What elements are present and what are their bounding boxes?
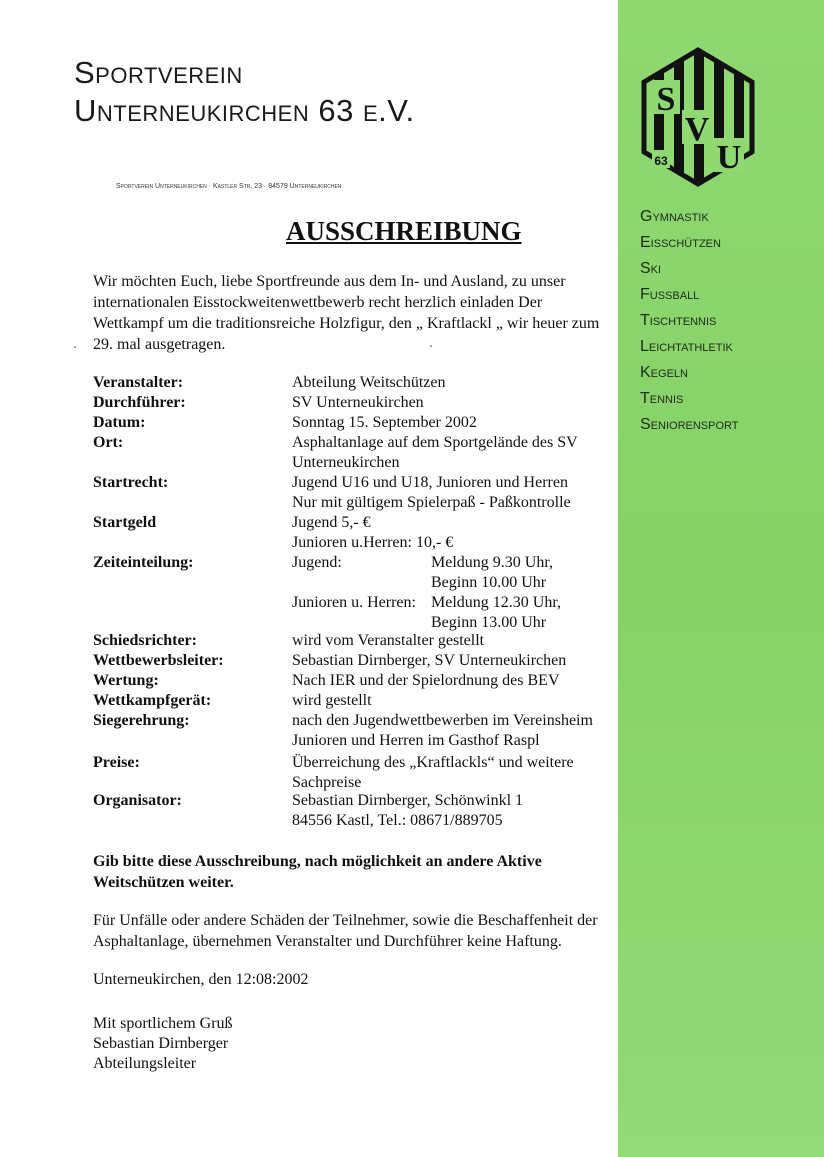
detail-label: Organisator:	[93, 792, 182, 809]
detail-label: Wettkampfgerät:	[93, 692, 212, 709]
crest-letter-s: S	[656, 81, 676, 118]
notice-paragraph: Gib bitte diese Ausschreibung, nach möglichkeit an andere Aktive Weitschützen weiter.	[93, 853, 542, 891]
closing-signature	[93, 1014, 233, 1074]
organization-name-line1: Sportverein	[74, 55, 243, 90]
detail-label: Durchführer:	[93, 394, 186, 411]
detail-value: Abteilung Weitschützen	[292, 374, 446, 391]
signer-name: Sebastian Dirnberger	[93, 1035, 229, 1052]
intro-paragraph: Wir möchten Euch, liebe Sportfreunde aus dem In- und Ausland, zu unser internationalen Eisstockweitenwettbewerb recht herzlich einladen Der Wettkampf um die traditionsreiche Holzfigur, den „ Kraftlackl „ wir heuer zum 29. mal ausgetragen.	[93, 273, 600, 353]
department-item: Kegeln	[640, 364, 688, 381]
detail-value: Junioren u. Herren:	[292, 594, 416, 611]
closing-greeting: Mit sportlichem Gruß	[93, 1015, 233, 1032]
department-list	[640, 204, 738, 438]
detail-value: Sachpreise	[292, 774, 362, 791]
detail-label: Startgeld	[93, 514, 157, 531]
detail-value: Sebastian Dirnberger, SV Unterneukirchen	[292, 652, 567, 669]
department-item: Gymnastik	[640, 208, 709, 225]
detail-label: Startrecht:	[93, 474, 169, 491]
scan-speck	[74, 346, 76, 348]
detail-value: Meldung 9.30 Uhr,	[431, 554, 554, 571]
detail-label: Wertung:	[93, 672, 159, 689]
detail-value: SV Unterneukirchen	[292, 394, 424, 411]
department-item: Tischtennis	[640, 312, 717, 329]
department-item: Ski	[640, 260, 662, 277]
detail-value: wird vom Veranstalter gestellt	[292, 632, 485, 649]
detail-value: Junioren und Herren im Gasthof Raspl	[292, 732, 540, 749]
dateline: Unterneukirchen, den 12:08:2002	[93, 971, 309, 988]
detail-label: Veranstalter:	[93, 374, 184, 391]
detail-value: nach den Jugendwettbewerben im Vereinsheim	[292, 712, 593, 729]
detail-value: wird gestellt	[292, 692, 372, 709]
detail-value: Sebastian Dirnberger, Schönwinkl 1	[292, 792, 524, 809]
document-title: AUSSCHREIBUNG	[286, 216, 522, 246]
department-item: Fussball	[640, 286, 700, 303]
detail-label: Zeiteinteilung:	[93, 554, 194, 571]
sender-address: Sportverein Unterneukirchen · Kastler Str. 23 · 84579 Unterneukirchen	[116, 183, 342, 190]
club-crest-icon	[638, 46, 758, 188]
detail-value: Nach IER und der Spielordnung des BEV	[292, 672, 560, 689]
detail-label: Ort:	[93, 434, 124, 451]
organization-name	[74, 54, 415, 130]
signer-role: Abteilungsleiter	[93, 1055, 197, 1072]
detail-value: Beginn 13.00 Uhr	[431, 614, 547, 631]
detail-value: Meldung 12.30 Uhr,	[431, 594, 562, 611]
detail-value: Überreichung des „Kraftlackls“ und weitere	[292, 754, 574, 771]
detail-value: 84556 Kastl, Tel.: 08671/889705	[292, 812, 503, 829]
department-item: Seniorensport	[640, 416, 739, 433]
department-item: Eisschützen	[640, 234, 721, 251]
detail-label: Preise:	[93, 754, 140, 771]
detail-value: Junioren u.Herren: 10,- €	[292, 534, 454, 551]
detail-value: Asphaltanlage auf dem Sportgelände des SV	[292, 434, 578, 451]
department-item: Tennis	[640, 390, 684, 407]
detail-value: Jugend 5,- €	[292, 514, 371, 531]
department-item: Leichtathletik	[640, 338, 733, 355]
crest-letter-v: V	[684, 111, 710, 148]
detail-label: Wettbewerbsleiter:	[93, 652, 224, 669]
organization-name-line2: Unterneukirchen 63 e.V.	[74, 93, 415, 128]
detail-label: Datum:	[93, 414, 146, 431]
crest-letter-u: U	[716, 139, 742, 176]
detail-value: Jugend U16 und U18, Junioren und Herren	[292, 474, 568, 491]
detail-value: Nur mit gültigem Spielerpaß - Paßkontrolle	[292, 494, 571, 511]
scan-speck	[430, 345, 432, 347]
detail-label: Schiedsrichter:	[93, 632, 197, 649]
crest-number: 63	[654, 154, 668, 168]
detail-value: Sonntag 15. September 2002	[292, 414, 477, 431]
detail-value: Beginn 10.00 Uhr	[431, 574, 547, 591]
detail-label: Siegerehrung:	[93, 712, 190, 729]
detail-value: Jugend:	[292, 554, 342, 571]
disclaimer-paragraph: Für Unfälle oder andere Schäden der Teilnehmer, sowie die Beschaffenheit der Asphaltanlage, übernehmen Veranstalter und Durchführer keine Haftung.	[93, 912, 598, 950]
detail-value: Unterneukirchen	[292, 454, 400, 471]
